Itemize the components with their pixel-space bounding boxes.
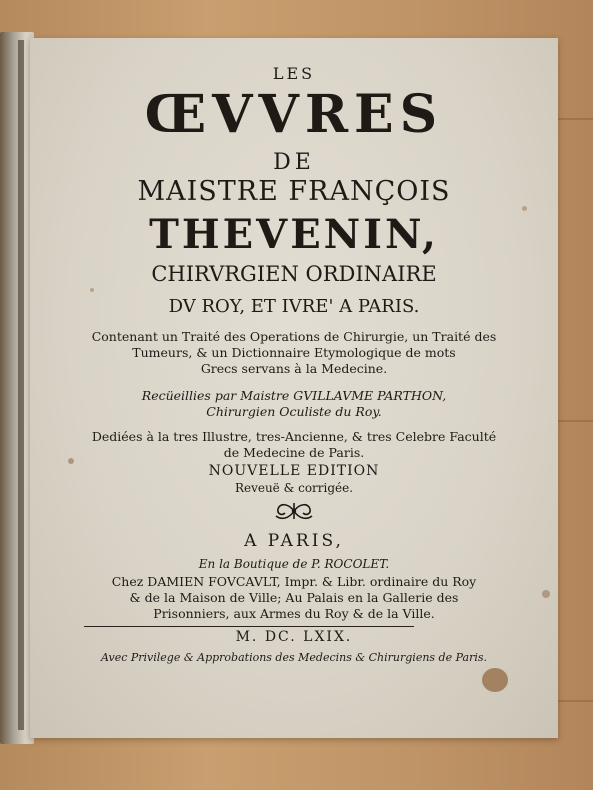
edition-label: NOUVELLE EDITION: [208, 463, 380, 479]
imprint-line-1: Chez DAMIEN FOVCAVLT, Impr. & Libr. ordinaire du Roy: [111, 574, 477, 589]
place-of-publication: A PARIS,: [244, 531, 344, 551]
privilege-line: Avec Privilege & Approbations des Medecins & Chirurgiens de Paris.: [100, 651, 487, 664]
dedication-line-2: de Medecine de Paris.: [223, 445, 365, 460]
bookshop-line: En la Boutique de P. ROCOLET.: [198, 557, 390, 571]
author-forename: MAISTRE FRANÇOIS: [137, 176, 451, 207]
editor-line: Recüeillies par Maistre GVILLAVME PARTHON,: [141, 388, 447, 403]
binding-shadow: [18, 40, 24, 730]
foxing-spot: [90, 288, 94, 292]
publication-date: M. DC. LXIX.: [235, 629, 353, 645]
contents-line-1: Contenant un Traité des Operations de Chirurgie, un Traité des: [91, 329, 497, 344]
editor-title: Chirurgien Oculiste du Roy.: [206, 404, 382, 419]
contents-line-2: Tumeurs, & un Dictionnaire Etymologique de mots: [132, 345, 456, 360]
author-surname: THEVENIN,: [149, 211, 439, 258]
imprint-rule: [84, 626, 414, 627]
book-binding-edge: [0, 32, 34, 744]
title-oeuvres: ŒVVRES: [144, 84, 444, 145]
title-page: [30, 38, 558, 738]
author-title: CHIRVRGIEN ORDINAIRE: [151, 262, 437, 286]
revision-label: Reveuë & corrigée.: [234, 481, 354, 495]
author-title-continued: DV ROY, ET IVRE' A PARIS.: [168, 296, 420, 317]
imprint-line-3: Prisonniers, aux Armes du Roy & de la Ville.: [153, 606, 435, 621]
contents-line-3: Grecs servans à la Medecine.: [200, 361, 388, 376]
dedication-line-1: Dediées à la tres Illustre, tres-Ancienne, & tres Celebre Faculté: [91, 429, 497, 444]
title-les: LES: [272, 64, 316, 83]
fleuron-ornament: [272, 500, 316, 522]
imprint-line-2: & de la Maison de Ville; Au Palais en la Gallerie des: [129, 590, 459, 605]
ink-stain: [482, 668, 508, 692]
title-de: DE: [273, 150, 315, 175]
